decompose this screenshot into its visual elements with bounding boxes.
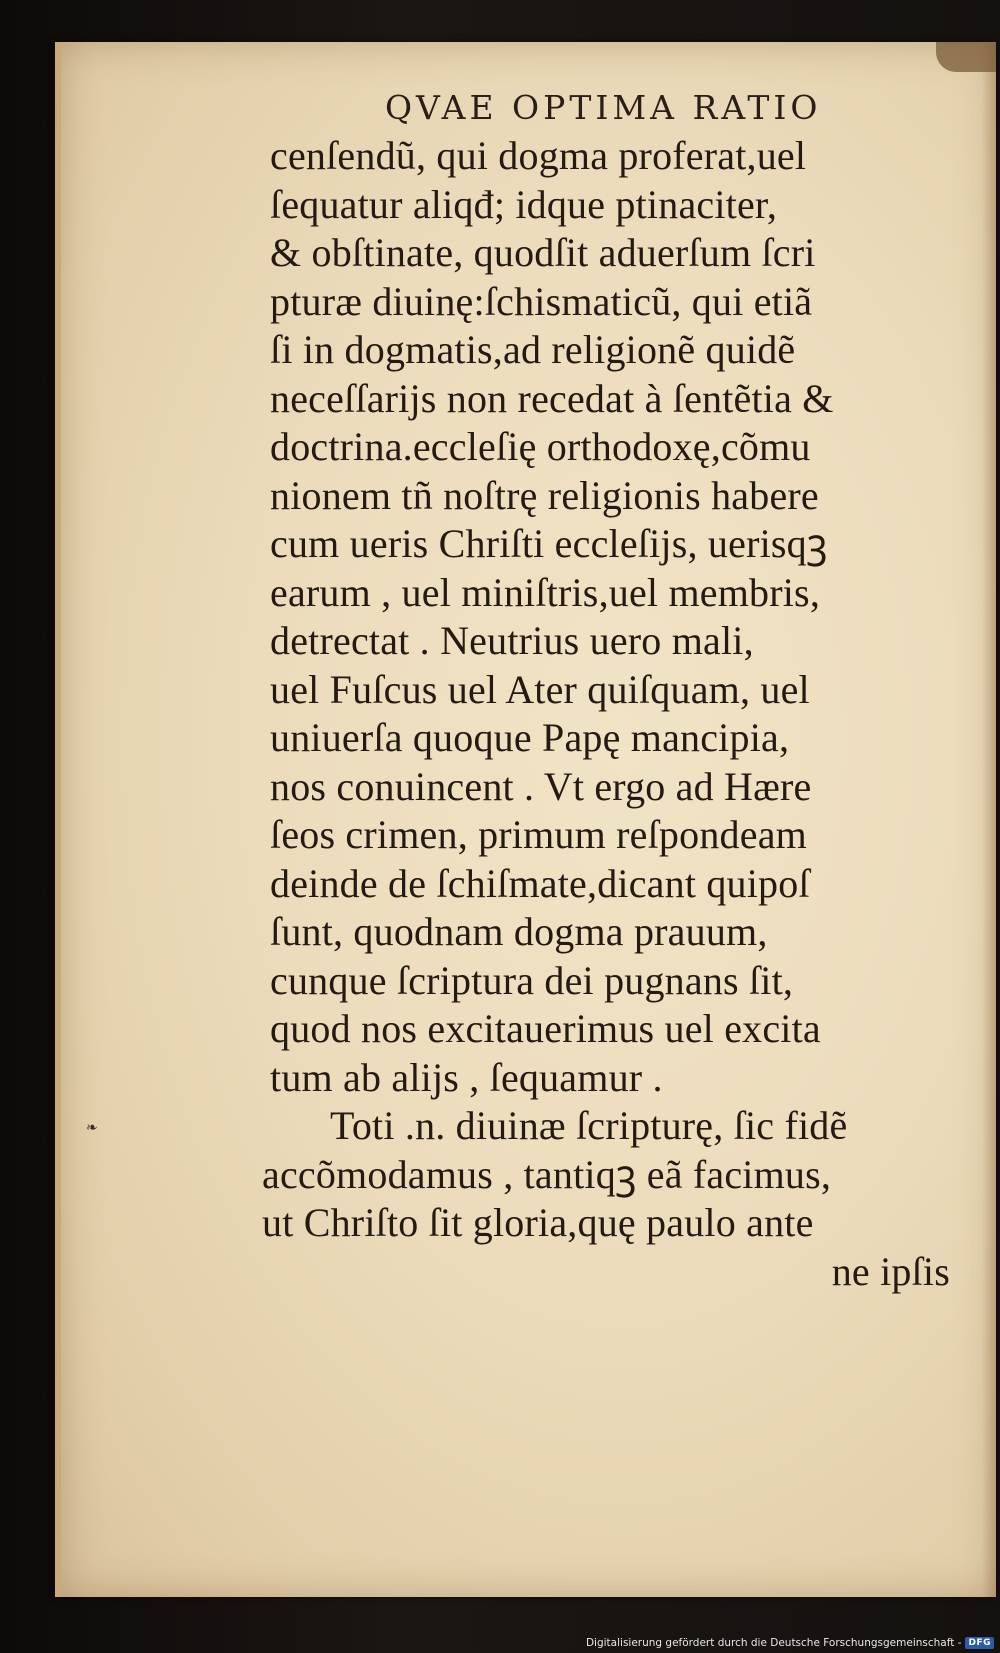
text-line: cum ueris Chriſti eccleſijs, uerisqꝫ bbox=[270, 521, 828, 566]
margin-ink-mark: ❧ bbox=[86, 1120, 98, 1136]
dfg-logo: DFG bbox=[965, 1637, 994, 1649]
text-line: tum ab alijs , ſequamur . bbox=[270, 1054, 663, 1100]
text-line: accõmodamus , tantiqꝫ eã facimus, bbox=[262, 1151, 832, 1197]
text-line: ſequatur aliqđ; idque ptinaciter, bbox=[270, 181, 778, 227]
running-header: QVAE OPTIMA RATIO bbox=[385, 88, 822, 127]
text-line: ſi in dogmatis,ad religionẽ quidẽ bbox=[270, 327, 796, 372]
text-line: uel Fuſcus uel Ater quiſquam, uel bbox=[270, 666, 810, 712]
text-line: ſeos crimen, primum reſpondeam bbox=[270, 812, 807, 857]
catchword: ne ipſis bbox=[831, 1248, 950, 1294]
text-line: pturæ diuinę:ſchismaticũ, qui etiã bbox=[270, 278, 813, 324]
text-line: ut Chriſto ſit gloria,quę paulo ante bbox=[262, 1200, 814, 1245]
text-line: nos conuincent . Vt ergo ad Hære bbox=[270, 763, 812, 809]
text-line: ſunt, quodnam dogma prauum, bbox=[270, 909, 768, 954]
digitization-credit bbox=[586, 1637, 994, 1649]
text-line: detrectat . Neutrius uero mali, bbox=[270, 618, 754, 663]
text-line: cenſendũ, qui dogma proferat,uel bbox=[270, 133, 807, 178]
text-line: neceſſarijs non recedat à ſentẽtia & bbox=[270, 375, 834, 421]
text-line: cunque ſcriptura dei pugnans ſit, bbox=[270, 957, 794, 1003]
body-text bbox=[262, 132, 960, 1296]
paragraph-start-line: Toti .n. diuinæ ſcripturę, ſic fidẽ bbox=[330, 1103, 848, 1148]
text-line: quod nos excitauerimus uel excita bbox=[270, 1006, 821, 1051]
corner-stain bbox=[936, 42, 996, 72]
text-line: earum , uel miniſtris,uel membris, bbox=[270, 569, 821, 615]
text-line: deinde de ſchiſmate,dicant quipoſ bbox=[270, 860, 810, 906]
credit-text: Digitalisierung gefördert durch die Deutsche Forschungsgemeinschaft - bbox=[585, 1637, 962, 1649]
text-line: doctrina.eccleſię orthodoxę,cõmu bbox=[270, 424, 811, 469]
page-edge-shading bbox=[982, 42, 996, 1597]
text-line: uniuerſa quoque Papę mancipia, bbox=[270, 715, 790, 760]
text-line: nionem tñ noſtrę religionis habere bbox=[270, 472, 819, 518]
text-line: & obſtinate, quodſit aduerſum ſcri bbox=[270, 230, 816, 275]
